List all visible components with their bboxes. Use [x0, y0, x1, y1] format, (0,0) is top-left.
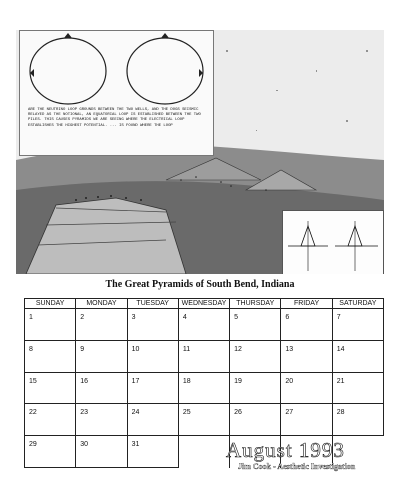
pyramid-photo: [16, 30, 384, 274]
pyramid-geometry-diagram: [283, 211, 383, 274]
day-cell: 23: [76, 404, 127, 436]
day-cell: 26: [230, 404, 281, 436]
diagram-description: ARE THE NEUTRINO LOOP GROUNDS BETWEEN THE TWO WELLS, AND THE DOGS SEISMIC RELAYED AS THE NOTIONAL, AN EQUATORIAL LOOP IS ESTABLISHED BETWEEN THE TWO PILES. THIS CAUSES PYRAMIDS WE ARE SEEING WHERE THE ELECTRICAL LOOP ESTABLISHES THE HIGHEST POTENTIAL. ... IS FOUND WHERE THE LOOP: [28, 108, 201, 128]
weekday-header: SUNDAY: [25, 299, 76, 309]
day-cell: 24: [127, 404, 178, 436]
day-cell: 14: [332, 340, 383, 372]
day-cell: 27: [281, 404, 332, 436]
day-cell: 30: [76, 436, 127, 468]
day-cell: 17: [127, 372, 178, 404]
week-row: [25, 404, 384, 436]
day-cell: 5: [230, 309, 281, 341]
day-cell: 22: [25, 404, 76, 436]
pyramid-loop-diagram: [20, 31, 213, 155]
day-cell: 12: [230, 340, 281, 372]
day-cell: 19: [230, 372, 281, 404]
day-cell: 3: [127, 309, 178, 341]
day-cell: 25: [178, 404, 229, 436]
week-row: [25, 340, 384, 372]
day-cell: 31: [127, 436, 178, 468]
day-cell: 29: [25, 436, 76, 468]
week-row: [25, 372, 384, 404]
weekday-header: THURSDAY: [230, 299, 281, 309]
author-byline: Jim Cook - Aesthetic Investigation: [238, 462, 356, 471]
day-cell: 4: [178, 309, 229, 341]
day-cell: 28: [332, 404, 383, 436]
geometry-diagram-inset: [282, 210, 384, 274]
day-cell: 21: [332, 372, 383, 404]
weekday-header: MONDAY: [76, 299, 127, 309]
day-cell: 20: [281, 372, 332, 404]
weekday-header: TUESDAY: [127, 299, 178, 309]
weekday-header-row: [25, 299, 384, 309]
day-cell: 6: [281, 309, 332, 341]
month-year-title: August 1993: [226, 438, 345, 462]
day-cell: 13: [281, 340, 332, 372]
weekday-header: FRIDAY: [281, 299, 332, 309]
day-cell: 1: [25, 309, 76, 341]
day-cell: 9: [76, 340, 127, 372]
day-cell: 7: [332, 309, 383, 341]
day-cell: 8: [25, 340, 76, 372]
day-cell: 10: [127, 340, 178, 372]
day-cell: 16: [76, 372, 127, 404]
empty-cell: [178, 436, 229, 468]
day-cell: 18: [178, 372, 229, 404]
week-row: [25, 309, 384, 341]
weekday-header: SATURDAY: [332, 299, 383, 309]
loop-diagram-inset: [19, 30, 214, 156]
day-cell: 15: [25, 372, 76, 404]
weekday-header: WEDNESDAY: [178, 299, 229, 309]
photo-caption: The Great Pyramids of South Bend, Indiana: [105, 279, 295, 290]
day-cell: 2: [76, 309, 127, 341]
day-cell: 11: [178, 340, 229, 372]
